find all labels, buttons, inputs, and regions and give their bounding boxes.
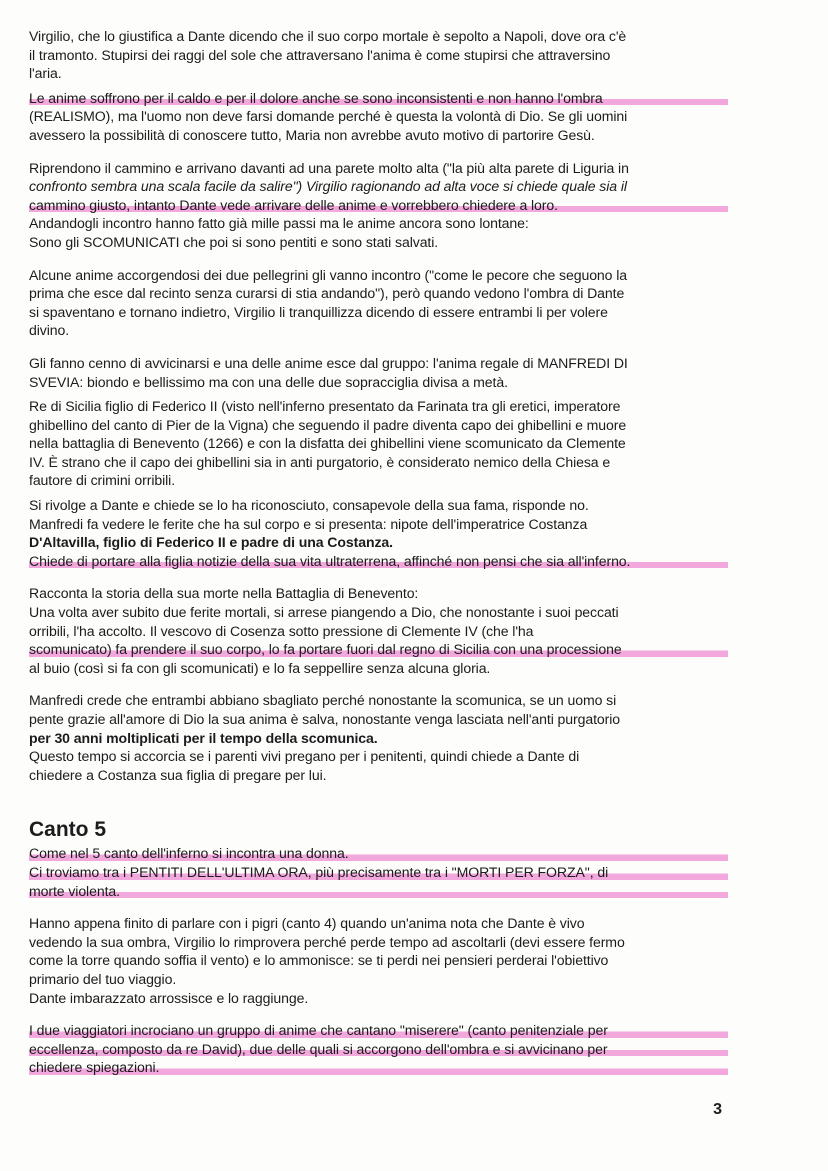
paragraph [29,89,728,145]
text-line: Come nel 5 canto dell'inferno si incontra una donna. [29,844,728,863]
paragraph [29,914,728,1007]
paragraph [29,397,728,490]
text-line: il tramonto. Stupirsi dei raggi del sole che attraversano l'anima è come stupirsi che attraversino [29,46,611,63]
text-line: I due viaggiatori incrociano un gruppo di anime che cantano "miserere" (canto penitenziale per [29,1021,728,1040]
text-line: morte violenta. [29,882,728,901]
paragraph [29,354,728,391]
text-line: Chiede di portare alla figlia notizie della sua vita ultraterrena, affinché non pensi che sia all'inferno. [29,552,728,571]
text-line: primario del tuo viaggio. [29,970,177,987]
text-line: avessero la possibilità di conoscere tutto, Maria non avrebbe avuto motivo di partorire Gesù. [29,126,595,143]
paragraph [29,27,728,83]
text-line: come la torre quando soffia il vento) e lo ammonisce: se ti perdi nei pensieri perderai l'obiettivo [29,952,609,969]
paragraph [29,266,728,340]
text-line: pente grazie all'amore di Dio la sua anima è salva, nonostante venga lasciata nell'anti purgatorio [29,711,621,727]
text-line: vedendo la sua ombra, Virgilio lo rimprovera perché perde tempo ad ascoltarli (devi essere fermo [29,933,625,950]
paragraph [29,1021,728,1077]
text-line: Ci troviamo tra i PENTITI DELL'ULTIMA ORA, più precisamente tra i "MORTI PER FORZA", di [29,863,728,882]
text-line: (REALISMO), ma l'uomo non deve farsi domande perché è questa la volontà di Dio. Se gli uomini [29,108,628,125]
paragraph [29,159,728,252]
text-line: scomunicato) fa prendere il suo corpo, lo fa portare fuori dal regno di Sicilia con una processione [29,640,728,659]
text-line: orribili, l'ha accolto. Il vescovo di Cosenza sotto pressione di Clemente IV (che l'ha [29,622,534,639]
paragraph [29,691,728,784]
text-line: nella battaglia di Benevento (1266) e con la disfatta dei ghibellini viene scomunicato da Clemente [29,435,626,452]
text-line: fautore di crimini orribili. [29,472,176,489]
text-line: divino. [29,322,70,339]
paragraph [29,496,728,570]
text-line: Virgilio, che lo giustifica a Dante dicendo che il suo corpo mortale è sepolto a Napoli, dove ora c'è [29,28,627,44]
text-line: Dante imbarazzato arrossisce e lo raggiunge. [29,989,309,1006]
text-line: al buio (così si fa con gli scomunicati) e lo fa seppellire senza alcuna gloria. [29,659,491,676]
text-line: cammino giusto, intanto Dante vede arrivare delle anime e vorrebbero chiedere a loro. [29,196,728,215]
text-line: Una volta aver subito due ferite mortali, si arrese piangendo a Dio, che nonostante i suoi peccati [29,604,619,621]
text-line: Racconta la storia della sua morte nella Battaglia di Benevento: [29,585,419,602]
paragraph [29,584,728,677]
text-line: Le anime soffrono per il caldo e per il dolore anche se sono inconsistenti e non hanno l'ombra [29,89,728,108]
text-line: Andandogli incontro hanno fatto già mille passi ma le anime ancora sono lontane: [29,215,529,232]
text-line: si spaventano e tornano indietro, Virgilio li tranquillizza dicendo di essere entrambi li per volere [29,303,608,320]
text-line: confronto sembra una scala facile da salire") Virgilio ragionando ad alta voce si chiede quale sia il [29,178,627,195]
text-line: D'Altavilla, figlio di Federico II e padre di una Costanza. [29,534,393,551]
text-line: per 30 anni moltiplicati per il tempo della scomunica. [29,729,378,746]
paragraph [29,844,728,900]
text-line: Si rivolge a Dante e chiede se lo ha riconosciuto, consapevole della sua fama, risponde no. [29,497,589,514]
section-heading: Canto 5 [29,818,107,842]
text-line: eccellenza, composto da re David), due delle quali si accorgono dell'ombra e si avvicinano per [29,1040,728,1059]
text-line: chiedere a Costanza sua figlia di pregare per lui. [29,766,327,783]
text-line: Manfredi fa vedere le ferite che ha sul corpo e si presenta: nipote dell'imperatrice Costanza [29,515,588,532]
text-line: Alcune anime accorgendosi dei due pellegrini gli vanno incontro ("come le pecore che seguono la [29,266,627,283]
text-line: l'aria. [29,65,62,82]
text-line: Gli fanno cenno di avvicinarsi e una delle anime esce dal gruppo: l'anima regale di MANFREDI DI [29,354,628,371]
text-line: chiedere spiegazioni. [29,1058,728,1077]
text-line: IV. È strano che il capo dei ghibellini sia in anti purgatorio, è considerato nemico della Chiesa e [29,453,611,470]
page-number: 3 [713,1101,722,1118]
text-line: ghibellino del canto di Pier de la Vigna) che seguendo il padre diventa capo dei ghibellini e muore [29,416,627,433]
text-line: prima che esce dal recinto senza curarsi di stia andando"), però quando vedono l'ombra di Dante [29,285,625,302]
text-line: Manfredi crede che entrambi abbiano sbagliato perché nonostante la scomunica, se un uomo si [29,692,617,709]
text-line: Re di Sicilia figlio di Federico II (visto nell'inferno presentato da Farinata tra gli eretici, imperatore [29,398,621,415]
text-line: SVEVIA: biondo e bellissimo ma con una delle due sopracciglia divisa a metà. [29,373,508,390]
text-line: Questo tempo si accorcia se i parenti vivi pregano per i penitenti, quindi chiede a Dante di [29,748,580,765]
text-line: Hanno appena finito di parlare con i pigri (canto 4) quando un'anima nota che Dante è vivo [29,915,585,932]
text-line: Sono gli SCOMUNICATI che poi si sono pentiti e sono stati salvati. [29,233,439,250]
text-line: Riprendono il cammino e arrivano davanti ad una parete molto alta ("la più alta parete di Liguria in [29,159,629,176]
